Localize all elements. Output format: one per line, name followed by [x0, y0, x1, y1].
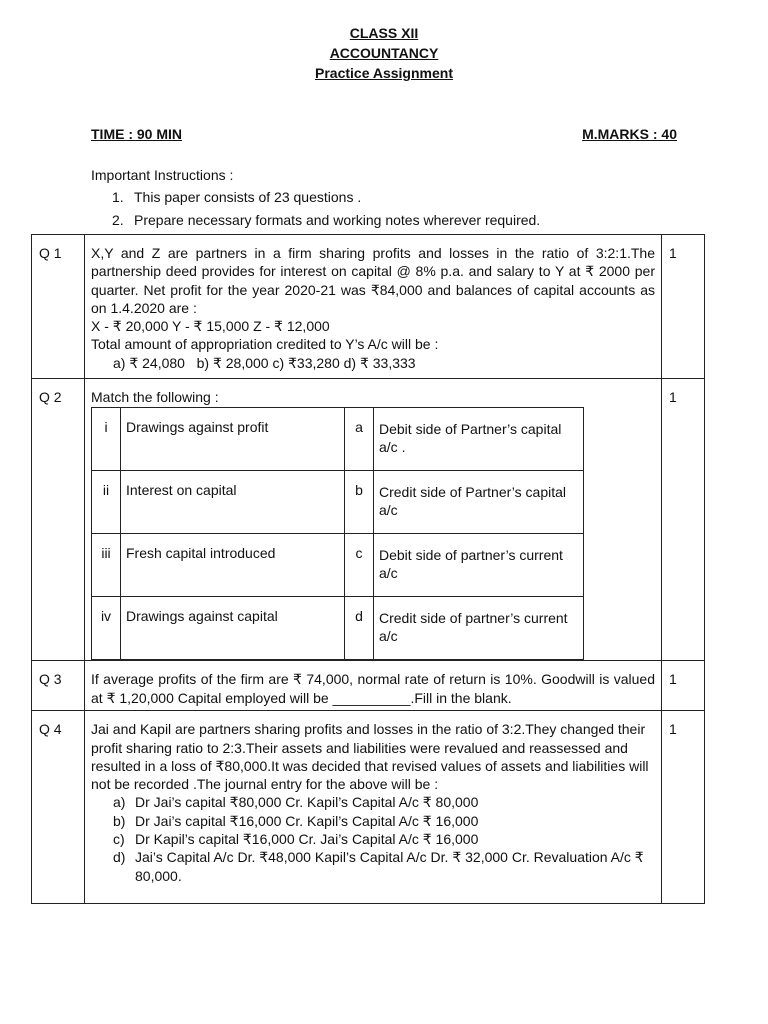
question-marks: 1	[662, 711, 705, 904]
instruction-item	[112, 189, 361, 205]
question-body	[85, 379, 662, 661]
match-right-letter: b	[345, 471, 374, 534]
match-left-number: iv	[92, 597, 121, 660]
instruction-text: This paper consists of 23 questions .	[134, 189, 362, 205]
answer-option	[113, 812, 655, 830]
option-text: Dr Kapil’s capital ₹16,000 Cr. Jai’s Capital A/c ₹ 16,000	[135, 831, 479, 848]
match-left-item: Interest on capital	[121, 471, 345, 534]
match-row	[92, 408, 584, 471]
question-text: Jai and Kapil are partners sharing profits and losses in the ratio of 3:2.They changed their profit sharing ratio to 2:3.Their assets and liabilities were revalued and reassessed and resulted in a loss of ₹80,000.It was decided that revised values of assets and liabilities will not be recorded .The journal entry for the above will be :	[91, 721, 649, 793]
answer-option	[113, 848, 655, 885]
answer-option	[113, 793, 655, 811]
answer-options	[91, 793, 655, 884]
instruction-number: 1.	[112, 189, 124, 205]
match-right-letter: c	[345, 534, 374, 597]
question-text-line: X - ₹ 20,000 Y - ₹ 15,000 Z - ₹ 12,000	[91, 318, 330, 335]
instruction-text: Prepare necessary formats and working notes wherever required.	[134, 212, 541, 228]
question-row	[32, 235, 705, 379]
option-text: Jai’s Capital A/c Dr. ₹48,000 Kapil’s Capital A/c Dr. ₹ 32,000 Cr. Revaluation A/c ₹ 80,000.	[135, 849, 644, 884]
answer-option	[113, 830, 655, 848]
instructions-heading: Important Instructions :	[91, 167, 234, 183]
match-row	[92, 534, 584, 597]
question-number: Q 4	[32, 711, 85, 904]
time-label: TIME : 90 MIN	[91, 126, 183, 142]
option-text: Dr Jai’s capital ₹80,000 Cr. Kapil’s Capital A/c ₹ 80,000	[135, 794, 479, 811]
match-right-letter: a	[345, 408, 374, 471]
option-label: a)	[113, 794, 126, 811]
option-label: c)	[113, 831, 125, 848]
match-row	[92, 597, 584, 660]
match-left-number: ii	[92, 471, 121, 534]
question-marks: 1	[662, 379, 705, 661]
match-left-item: Drawings against capital	[121, 597, 345, 660]
question-marks: 1	[662, 661, 705, 711]
match-row	[92, 471, 584, 534]
question-row	[32, 379, 705, 661]
question-row	[32, 661, 705, 711]
option-label: d)	[113, 849, 126, 866]
match-right-item: Credit side of partner’s current a/c	[374, 597, 584, 660]
questions-table	[31, 234, 705, 904]
question-body	[85, 235, 662, 379]
max-marks-label: M.MARKS : 40	[582, 126, 677, 142]
answer-options: a) ₹ 24,080 b) ₹ 28,000 c) ₹33,280 d) ₹ 33,333	[113, 354, 416, 371]
option-label: b)	[113, 812, 126, 829]
match-right-item: Credit side of Partner’s capital a/c	[374, 471, 584, 534]
class-title: CLASS XII	[349, 25, 419, 41]
instruction-number: 2.	[112, 212, 124, 228]
instruction-item	[112, 212, 540, 228]
question-marks: 1	[662, 235, 705, 379]
question-text: Match the following :	[91, 389, 219, 405]
match-left-number: iii	[92, 534, 121, 597]
match-right-item: Debit side of partner’s current a/c	[374, 534, 584, 597]
question-number: Q 3	[32, 661, 85, 711]
match-table	[91, 407, 584, 660]
match-right-letter: d	[345, 597, 374, 660]
question-row	[32, 711, 705, 904]
question-number: Q 2	[32, 379, 85, 661]
question-text: X,Y and Z are partners in a firm sharing profits and losses in the ratio of 3:2:1.The partnership deed provides for interest on capital @ 8% p.a. and salary to Y at ₹ 2000 per quarter. Net profit for the year 2020-21 was ₹84,000 and balances of capital accounts as on 1.4.2020 are :	[91, 245, 655, 316]
question-body	[85, 711, 662, 904]
option-text: Dr Jai’s capital ₹16,000 Cr. Kapil’s Capital A/c ₹ 16,000	[135, 812, 479, 829]
match-left-item: Fresh capital introduced	[121, 534, 345, 597]
question-text-line: Total amount of appropriation credited to Y’s A/c will be :	[91, 336, 439, 353]
question-text: If average profits of the firm are ₹ 74,000, normal rate of return is 10%. Goodwill is valued at ₹ 1,20,000 Capital employed will be __________.Fill in the blank.	[85, 661, 662, 711]
subject-title: ACCOUNTANCY	[329, 45, 439, 61]
assignment-title: Practice Assignment	[315, 65, 453, 81]
match-left-number: i	[92, 408, 121, 471]
question-number: Q 1	[32, 235, 85, 379]
match-right-item: Debit side of Partner’s capital a/c .	[374, 408, 584, 471]
match-left-item: Drawings against profit	[121, 408, 345, 471]
